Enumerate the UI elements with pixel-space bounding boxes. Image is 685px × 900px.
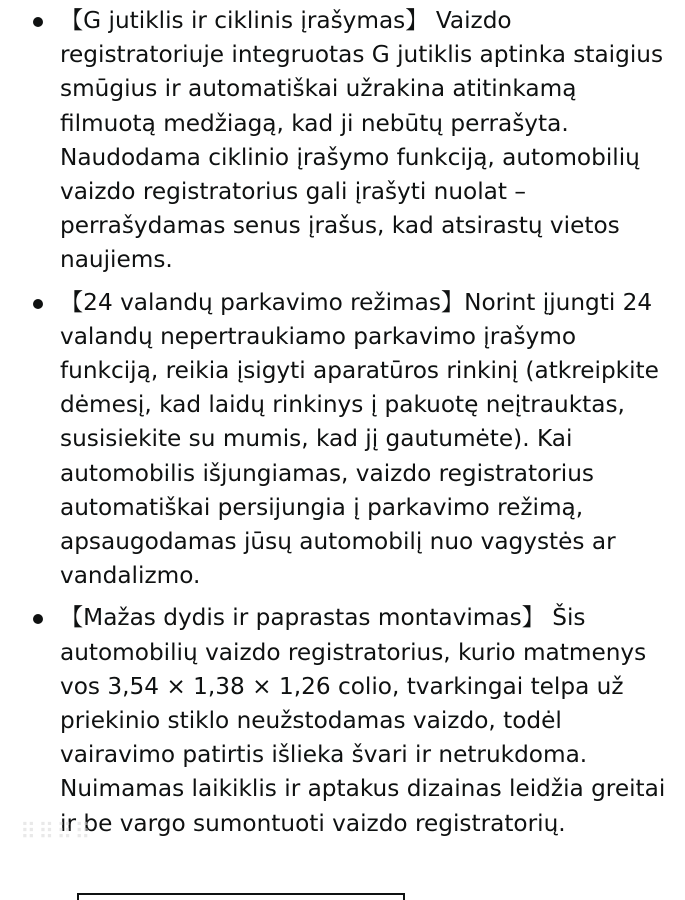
bullet-text: 【Mažas dydis ir paprastas montavimas】 Šis automobilių vaizdo registratorius, kurio matmenys vos 3,54 × 1,38 × 1,26 colio, tvarkingai telpa už priekinio stiklo neužstodamas vaizdo, todėl vairavimo patirtis išlieka švari ir netrukdoma. Nuimamas laikiklis ir aptakus dizainas leidžia greitai ir be vargo sumontuoti vaizdo registratorių. <box>60 604 666 837</box>
feature-bullet-parking-mode <box>0 286 685 594</box>
bullet-dot-icon <box>33 299 43 309</box>
bullet-text: 【24 valandų parkavimo režimas】Norint įjungti 24 valandų nepertraukiamo parkavimo įrašymo funkciją, reikia įsigyti aparatūros rinkinį (atkreipkite dėmesį, kad laidų rinkinys į pakuotę neįtrauktas, susisiekite su mumis, kad jį gautumėte). Kai automobilis išjungiamas, vaizdo registratorius automatiškai persijungia į parkavimo režimą, apsaugodamas jūsų automobilį nuo vagystės ar vandalizmo. <box>60 288 659 590</box>
bullet-text: 【G jutiklis ir ciklinis įrašymas】 Vaizdo registratoriuje integruotas G jutiklis aptinka staigius smūgius ir automatiškai užrakina atitinkamą filmuotą medžiagą, kad ji nebūtų perrašyta. Naudodama ciklinio įrašymo funkciją, automobilių vaizdo registratorius gali įrašyti nuolat – perrašydamas senus įrašus, kad atsirastų vietos naujiems. <box>60 7 664 274</box>
bullet-dot-icon <box>33 614 43 624</box>
bullet-dot-icon <box>33 17 43 27</box>
feature-bullet-g-sensor <box>0 4 685 278</box>
feature-bullet-compact-size <box>0 601 685 840</box>
watermark: ⠿⠿⠿⠿ <box>20 820 93 845</box>
next-bullet-bracket-cutoff <box>77 893 405 900</box>
feature-bullet-list <box>0 4 685 849</box>
